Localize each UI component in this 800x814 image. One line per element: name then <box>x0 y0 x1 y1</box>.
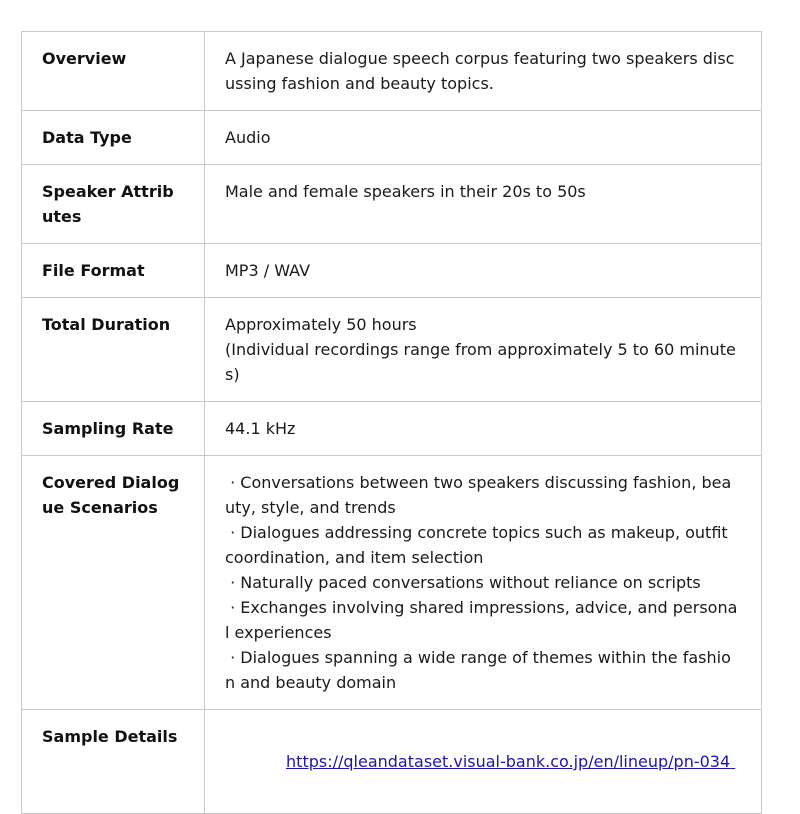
table-row-sampling-rate <box>22 402 762 456</box>
table-row-total-duration <box>22 298 762 402</box>
table-row-sample-details <box>22 710 762 814</box>
row-label-sampling-rate: Sampling Rate <box>22 402 205 456</box>
row-label-data-type: Data Type <box>22 111 205 165</box>
row-value-covered-dialogue-scenarios <box>205 456 762 710</box>
row-label-covered-dialogue-scenarios: Covered Dialogue Scenarios <box>22 456 205 710</box>
row-label-sample-details: Sample Details <box>22 710 205 814</box>
scenario-bullet-item: · Dialogues addressing concrete topics such as makeup, outfit coordination, and item selection <box>225 523 733 567</box>
value-text: A Japanese dialogue speech corpus featuring two speakers discussing fashion and beauty topics. <box>225 49 735 93</box>
value-text: (Individual recordings range from approximately 5 to 60 minutes) <box>225 340 736 384</box>
row-value-file-format <box>205 244 762 298</box>
table-row-file-format <box>22 244 762 298</box>
row-value-total-duration <box>205 298 762 402</box>
row-value-sampling-rate <box>205 402 762 456</box>
scenario-bullet-item: · Naturally paced conversations without reliance on scripts <box>225 573 701 592</box>
value-text: 44.1 kHz <box>225 419 296 438</box>
table-row-covered-dialogue-scenarios <box>22 456 762 710</box>
value-text: Approximately 50 hours <box>225 315 417 334</box>
row-value-sample-details <box>205 710 762 814</box>
dataset-spec-table-container <box>21 31 762 814</box>
row-value-overview <box>205 32 762 111</box>
row-value-speaker-attributes <box>205 165 762 244</box>
table-row-speaker-attributes <box>22 165 762 244</box>
table-row-data-type <box>22 111 762 165</box>
row-label-overview: Overview <box>22 32 205 111</box>
table-row-overview <box>22 32 762 111</box>
row-label-speaker-attributes: Speaker Attributes <box>22 165 205 244</box>
scenario-bullet-item: · Dialogues spanning a wide range of themes within the fashion and beauty domain <box>225 648 731 692</box>
row-label-file-format: File Format <box>22 244 205 298</box>
row-value-data-type <box>205 111 762 165</box>
value-text: Male and female speakers in their 20s to 50s <box>225 182 586 201</box>
row-label-total-duration: Total Duration <box>22 298 205 402</box>
scenario-bullet-item: · Exchanges involving shared impressions, advice, and personal experiences <box>225 598 738 642</box>
dataset-spec-table <box>21 31 762 814</box>
scenario-bullet-item: · Conversations between two speakers discussing fashion, beauty, style, and trends <box>225 473 732 517</box>
value-text: Audio <box>225 128 271 147</box>
sample-details-link[interactable]: https://qleandataset.visual-bank.co.jp/en/lineup/pn-034 <box>286 752 731 771</box>
value-text: MP3 / WAV <box>225 261 311 280</box>
